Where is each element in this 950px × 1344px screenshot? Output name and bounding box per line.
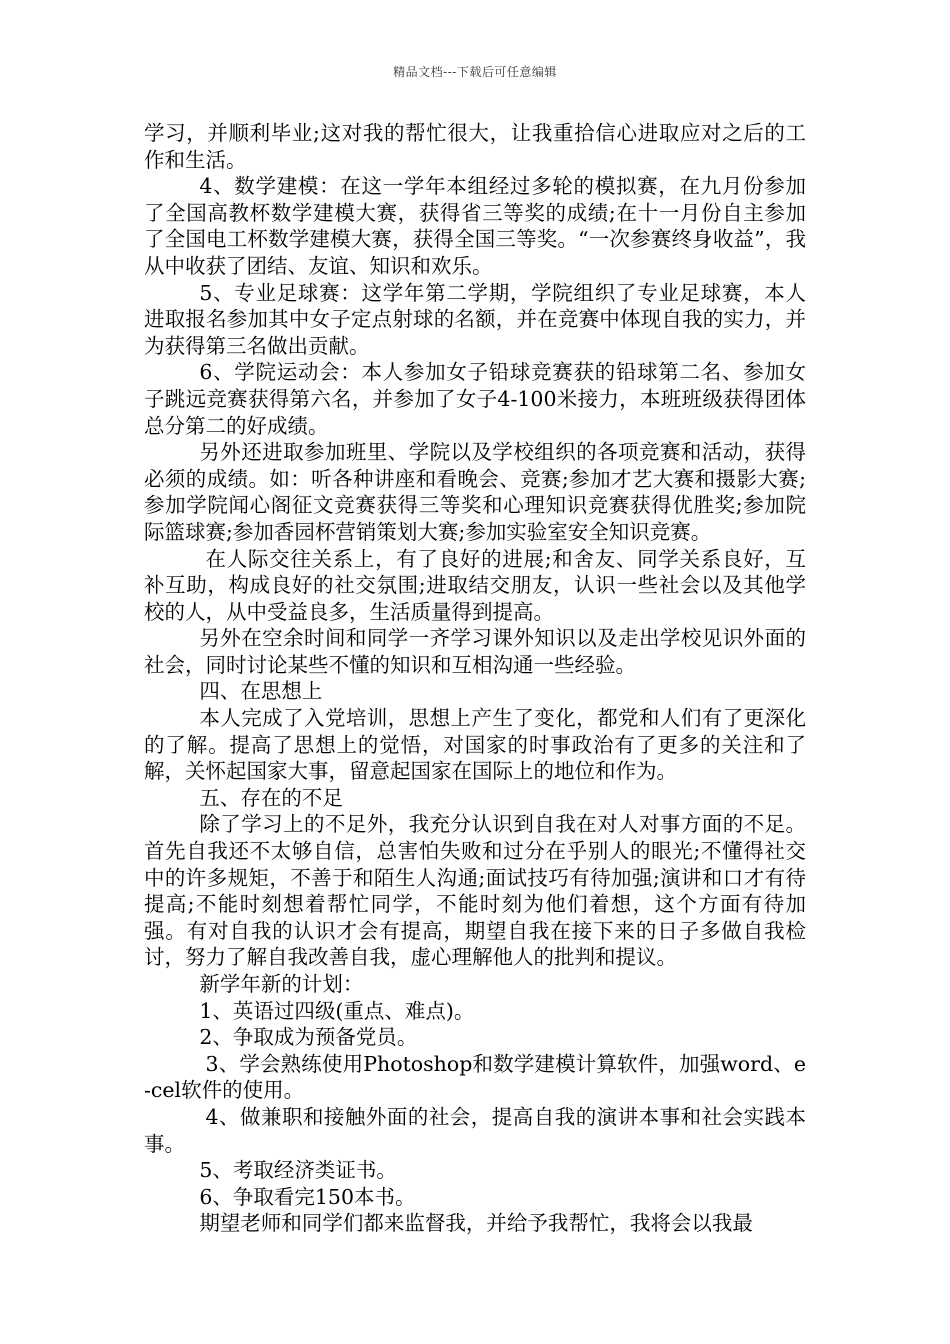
paragraph-continuation: 学习，并顺利毕业;这对我的帮忙很大，让我重拾信心进取应对之后的工作和生活。	[144, 121, 806, 172]
paragraph-math-modeling: 4、数学建模：在这一学年本组经过多轮的模拟赛，在九月份参加了全国高教杯数学建模大赛，获得省三等奖的成绩;在十一月份自主参加了全国电工杯数学建模大赛，获得全国三等奖。“一次参赛终身收益”，我从中收获了团结、友谊、知识和欢乐。	[144, 174, 806, 278]
plan-item-5: 5、考取经济类证书。	[199, 1158, 397, 1183]
page-header: 精品文档---下载后可任意编辑	[393, 65, 557, 79]
paragraph-spare-time: 另外在空余时间和同学一齐学习课外知识以及走出学校见识外面的社会，同时讨论某些不懂的知识和互相沟通一些经验。	[144, 626, 806, 677]
section-heading-thought: 四、在思想上	[199, 679, 323, 704]
paragraph-sports-meet: 6、学院运动会：本人参加女子铅球竞赛获的铅球第二名、参加女子跳远竞赛获得第六名，并参加了女子4-100米接力，本班班级获得团体总分第二的好成绩。	[144, 360, 806, 438]
paragraph-other-activities: 另外还进取参加班里、学院以及学校组织的各项竞赛和活动，获得必须的成绩。如：听各种讲座和看晚会、竞赛;参加才艺大赛和摄影大赛;参加学院闻心阁征文竞赛获得三等奖和心理知识竞赛获得优胜奖;参加院际篮球赛;参加香园杯营销策划大赛;参加实验室安全知识竞赛。	[144, 440, 806, 544]
document-body	[144, 120, 806, 1237]
paragraph-football: 5、专业足球赛：这学年第二学期，学院组织了专业足球赛，本人进取报名参加其中女子定点射球的名额，并在竞赛中体现自我的实力，并为获得第三名做出贡献。	[144, 280, 806, 358]
paragraph-social: 在人际交往关系上，有了良好的进展;和舍友、同学关系良好，互补互助，构成良好的社交氛围;进取结交朋友，认识一些社会以及其他学校的人，从中受益良多，生活质量得到提高。	[144, 546, 806, 624]
paragraph-closing: 期望老师和同学们都来监督我，并给予我帮忙，我将会以我最	[199, 1211, 753, 1236]
plan-item-1: 1、英语过四级(重点、难点)。	[199, 998, 475, 1023]
paragraph-shortcomings: 除了学习上的不足外，我充分认识到自我在对人对事方面的不足。首先自我还不太够自信，总害怕失败和过分在乎别人的眼光;不懂得社交中的许多规矩，不善于和陌生人沟通;面试技巧有待加强;演讲和口才有待提高;不能时刻想着帮忙同学，不能时刻为他们着想，这个方面有待加强。有对自我的认识才会有提高，期望自我在接下来的日子多做自我检讨，努力了解自我改善自我，虚心理解他人的批判和提议。	[144, 812, 806, 970]
plan-item-4: 4、做兼职和接触外面的社会，提高自我的演讲本事和社会实践本事。	[144, 1104, 806, 1156]
plan-heading: 新学年新的计划：	[199, 972, 364, 996]
paragraph-thought: 本人完成了入党培训，思想上产生了变化，都党和人们有了更深化的了解。提高了思想上的觉悟，对国家的时事政治有了更多的关注和了解，关怀起国家大事，留意起国家在国际上的地位和作为。	[144, 706, 806, 784]
section-heading-shortcomings: 五、存在的不足	[199, 785, 343, 810]
plan-item-2: 2、争取成为预备党员。	[199, 1025, 418, 1050]
plan-item-3: 3、学会熟练使用Photoshop和数学建模计算软件，加强word、e-cel软件的使用。	[144, 1051, 806, 1103]
plan-item-6: 6、争取看完150本书。	[199, 1184, 416, 1209]
